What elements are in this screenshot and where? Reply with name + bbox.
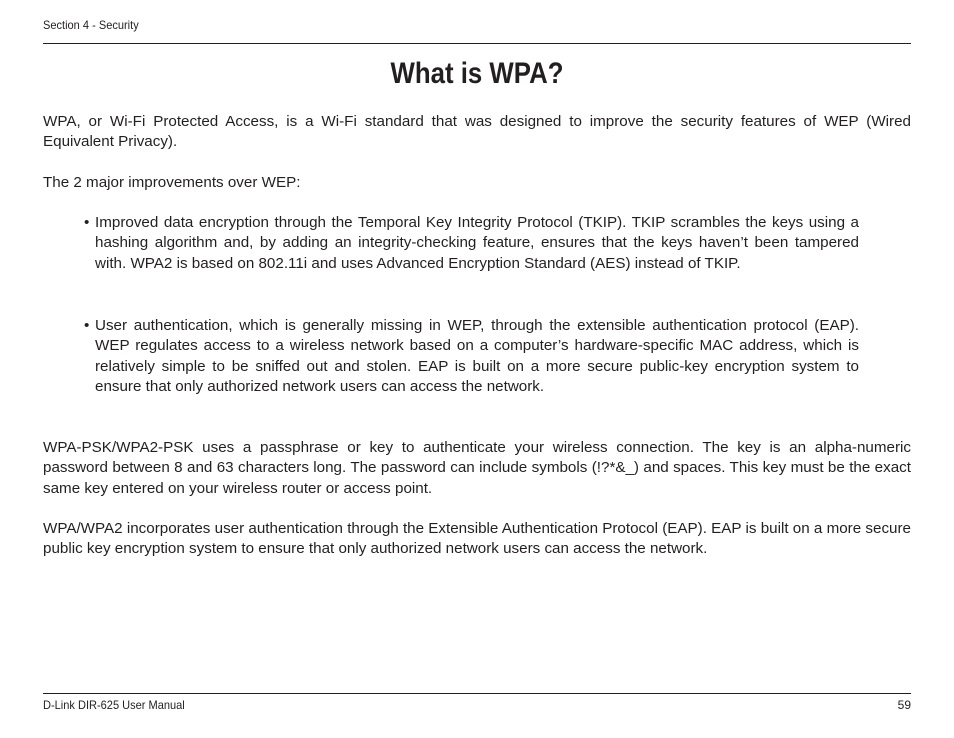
psk-paragraph: WPA-PSK/WPA2-PSK uses a passphrase or key to authenticate your wireless connection. The key is an alpha-numeric password between 8 and 63 characters long. The password can include symbols (!?*&_) and spaces. This key must be the exact same key entered on your wireless router or access point. [43, 439, 911, 497]
bullet-item-tkip [84, 213, 859, 274]
footer-divider [43, 693, 911, 694]
bullet-text: Improved data encryption through the Temporal Key Integrity Protocol (TKIP). TKIP scrambles the keys using a hashing algorithm and, by adding an integrity-checking feature, ensures that the keys haven’t been tampered with. WPA2 is based on 802.11i and uses Advanced Encryption Standard (AES) instead of TKIP. [95, 214, 859, 272]
bullet-marker: • [84, 317, 90, 334]
bullet-item-eap [84, 316, 859, 398]
header-divider [43, 43, 911, 44]
bullet-text: User authentication, which is generally missing in WEP, through the extensible authentication protocol (EAP). WEP regulates access to a wireless network based on a computer’s hardware-specific MAC address, which is relatively simple to be sniffed out and stolen. EAP is built on a more secure public-key encryption system to ensure that only authorized network users can access the network. [95, 317, 859, 396]
eap-paragraph: WPA/WPA2 incorporates user authentication through the Extensible Authentication Protocol (EAP). EAP is built on a more secure public key encryption system to ensure that only authorized network users can access the network. [43, 520, 911, 558]
page-number: 59 [897, 698, 911, 712]
bullet-marker: • [84, 214, 90, 231]
intro-paragraph: WPA, or Wi-Fi Protected Access, is a Wi-Fi standard that was designed to improve the security features of WEP (Wired Equivalent Privacy). [43, 113, 911, 151]
page-title: What is WPA? [390, 57, 564, 90]
improvements-lead-paragraph: The 2 major improvements over WEP: [43, 174, 301, 191]
manual-name: D-Link DIR-625 User Manual [43, 698, 185, 712]
section-label: Section 4 - Security [43, 18, 139, 32]
